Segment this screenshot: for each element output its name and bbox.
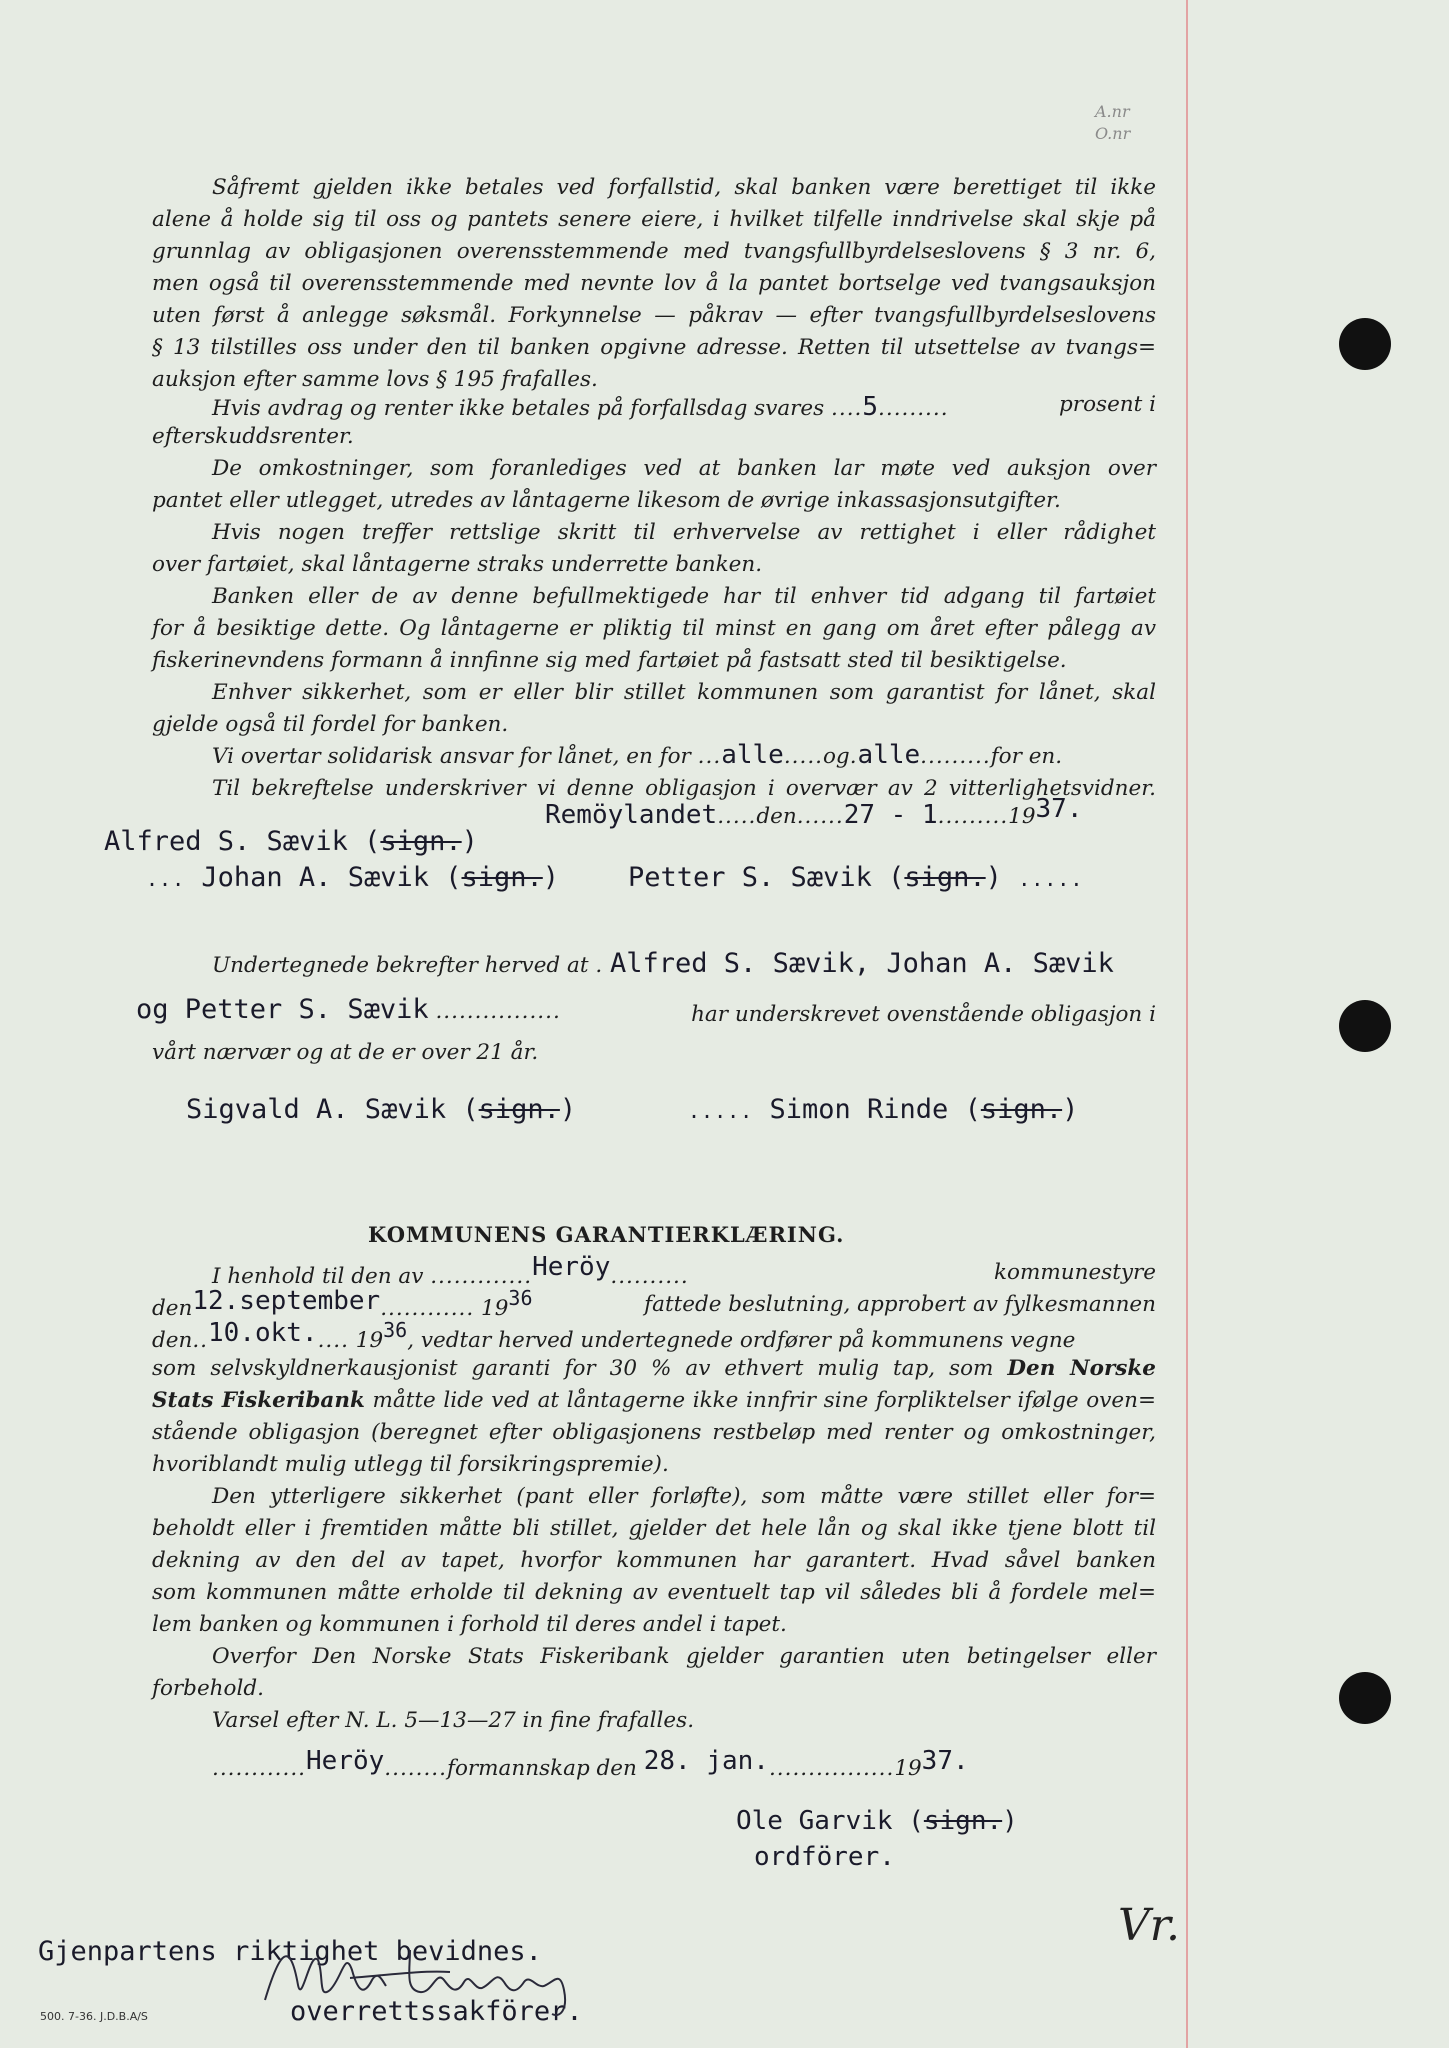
text-line: alene å holde sig til oss og pantets senere eiere, i hvilket tilfelle inndrivelse skal skje på xyxy=(152,207,1156,232)
text-fragment: Hvis avdrag og renter ikke betales på forfallsdag svares xyxy=(212,396,825,421)
borrower-signature-2: ... Johan A. Sævik (sign.) xyxy=(146,862,560,893)
witness-signature-1 xyxy=(186,1094,576,1125)
corner-mark: A.nr xyxy=(1095,102,1130,121)
text-fragment: Undertegnede bekrefter herved at xyxy=(212,953,589,978)
text-fragment: 19 xyxy=(894,1756,922,1781)
text-fragment: den xyxy=(152,1328,193,1353)
text-line: Hvis nogen treffer rettslige skritt til erhvervelse av rettighet i eller rådighet xyxy=(212,520,1156,545)
witness-statement-line1: Undertegnede bekrefter herved at . Alfred S. Sævik, Johan A. Sævik xyxy=(212,948,1114,979)
mayor-title: ordförer. xyxy=(754,1842,895,1872)
text-fragment: ( xyxy=(445,862,462,893)
punch-hole-bottom xyxy=(1339,1672,1391,1724)
text-line: grunnlag av obligasjonen overensstemmende med tvangsfullbyrdelseslovens § 3 nr. 6, xyxy=(152,239,1156,264)
text-fragment: og xyxy=(822,744,850,769)
text-fragment: ( xyxy=(888,862,905,893)
text-fragment: som selvskyldnerkausjonist garanti for 30 % av ethvert mulig tap, som xyxy=(152,1356,994,1381)
place-date-line: Remöylandet.....den......27 - 1.........1937. xyxy=(545,794,1083,830)
text-line: Overfor Den Norske Stats Fiskeribank gjelder garantien uten betingelser eller xyxy=(212,1644,1156,1669)
place: Remöylandet xyxy=(545,800,718,830)
interest-rate: 5 xyxy=(862,392,879,422)
text-fragment: , vedtar herved undertegnede ordfører på kommunens vegne xyxy=(407,1328,1076,1353)
solidarity-second: alle xyxy=(857,740,921,770)
guarantee-line2: den12.september............ 1936 fattede beslutning, approbert av fylkesmannen xyxy=(152,1286,1156,1321)
text-fragment: kommunestyre xyxy=(994,1260,1156,1285)
signer-name: Simon Rinde xyxy=(769,1094,949,1125)
witness-signature-2: ..... Simon Rinde (sign.) xyxy=(688,1094,1079,1125)
text-fragment: for en. xyxy=(990,744,1063,769)
text-fragment: 19 xyxy=(355,1328,384,1353)
sign-mark: sign. xyxy=(478,1094,560,1125)
text-line: men også til overensstemmende med nevnte lov å la pantet bortselge ved tvangsauksjon xyxy=(152,271,1156,296)
text-fragment: den xyxy=(756,804,797,829)
approval-year: 36 xyxy=(383,1318,408,1342)
text-fragment: måtte lide ved at låntagerne ikke innfrir sine forpliktelser ifølge oven= xyxy=(372,1388,1156,1413)
notice-line: Varsel efter N. L. 5—13—27 in fine frafalles. xyxy=(212,1708,695,1733)
council-date: 28. jan. xyxy=(643,1746,769,1776)
text-fragment: ( xyxy=(908,1806,924,1836)
guarantee-line5 xyxy=(152,1388,1156,1413)
text-fragment: Vi overtar solidarisk ansvar for lånet, en for xyxy=(212,744,691,769)
text-fragment: ( xyxy=(964,1094,981,1125)
sign-mark: sign. xyxy=(904,862,986,893)
text-line: De omkostninger, som foranlediges ved at banken lar møte ved auksjon over xyxy=(212,456,1156,481)
solidarity-line: Vi overtar solidarisk ansvar for lånet, en for ...alle.....og.alle.........for en. xyxy=(212,740,1063,770)
text-line: hvoriblandt mulig utlegg til forsikringspremie). xyxy=(152,1452,669,1477)
margin-line xyxy=(1186,0,1188,2048)
council-place: Heröy xyxy=(306,1746,385,1776)
text-line: uten først å anlegge søksmål. Forkynnelse — påkrav — efter tvangsfullbyrdelseslovens xyxy=(152,303,1156,328)
text-fragment: formannskap den xyxy=(446,1756,637,1781)
municipality: Heröy xyxy=(532,1252,611,1282)
witness-statement-line2: og Petter S. Sævik ................ har underskrevet ovenstående obligasjon i xyxy=(136,994,1156,1027)
lawyer-title: overrettssakförer. xyxy=(290,1996,583,2027)
signer-names: og Petter S. Sævik xyxy=(136,994,429,1025)
guarantee-heading: KOMMUNENS GARANTIERKLÆRING. xyxy=(368,1222,845,1247)
text-fragment: ) xyxy=(985,862,1002,893)
certification-line: Gjenpartens riktighet bevidnes. xyxy=(38,1936,542,1967)
year: 37. xyxy=(1035,794,1083,824)
guarantee-line4 xyxy=(152,1356,1156,1381)
text-fragment: ) xyxy=(559,1094,577,1125)
sign-mark: sign. xyxy=(380,826,462,857)
interest-line: Hvis avdrag og renter ikke betales på forfallsdag svares ....5......... prosent i xyxy=(212,392,1156,422)
bank-name: Den Norske xyxy=(1007,1356,1156,1381)
text-line: Enhver sikkerhet, som er eller blir stillet kommunen som garantist for lånet, skal xyxy=(212,680,1156,705)
text-fragment: ) xyxy=(1062,1094,1079,1125)
borrower-signature-3: Petter S. Sævik (sign.) ..... xyxy=(628,862,1084,893)
punch-hole-middle xyxy=(1339,1000,1391,1052)
text-line: fiskerinevndens formann å innfinne sig med fartøiet på fastsatt sted til besiktigelse. xyxy=(152,648,1067,673)
text-line: Til bekreftelse underskriver vi denne obligasjon i overvær av 2 vitterlighetsvidner. xyxy=(212,776,1156,801)
text-line: pantet eller utlegget, utredes av låntagerne likesom de øvrige inkassasjonsutgifter. xyxy=(152,488,1061,513)
council-year: 37. xyxy=(921,1746,969,1776)
corner-mark: O.nr xyxy=(1095,124,1131,143)
text-line: gjelde også til fordel for banken. xyxy=(152,712,509,737)
council-date-line: ............Heröy........formannskap den 28. jan.................1937. xyxy=(212,1746,969,1781)
signer-name: Alfred S. Sævik xyxy=(104,826,348,857)
signer-name: Johan A. Sævik xyxy=(201,862,429,893)
approval-date: 10.okt. xyxy=(208,1318,318,1348)
text-fragment: ( xyxy=(462,1094,479,1125)
text-line: over fartøiet, skal låntagerne straks underrette banken. xyxy=(152,552,763,577)
signer-names: Alfred S. Sævik, Johan A. Sævik xyxy=(610,948,1114,979)
text-line: som kommunen måtte erholde til dekning av eventuelt tap vil således bli å fordele mel= xyxy=(152,1580,1156,1605)
signer-name: Sigvald A. Sævik xyxy=(186,1094,447,1125)
signer-name: Petter S. Sævik xyxy=(628,862,872,893)
guarantee-line3: den..10.okt..... 1936, vedtar herved undertegnede ordfører på kommunens vegne xyxy=(152,1318,1076,1353)
text-fragment: I henhold til den av xyxy=(212,1264,424,1289)
text-fragment: ( xyxy=(364,826,381,857)
text-line: forbehold. xyxy=(152,1676,264,1701)
text-line: efterskuddsrenter. xyxy=(152,424,354,449)
text-line: lem banken og kommunen i forhold til deres andel i tapet. xyxy=(152,1612,787,1637)
punch-hole-top xyxy=(1339,318,1391,370)
text-fragment: fattede beslutning, approbert av fylkesmannen xyxy=(644,1292,1156,1317)
text-line: for å besiktige dette. Og låntagerne er pliktig til minst en gang om året efter pålegg av xyxy=(152,616,1156,641)
text-line: auksjon efter samme lovs § 195 frafalles. xyxy=(152,367,598,392)
bank-name: Stats Fiskeribank xyxy=(152,1388,365,1413)
decision-date: 12.september xyxy=(192,1286,381,1316)
sign-mark: sign. xyxy=(461,862,543,893)
text-fragment: 19 xyxy=(1008,804,1036,829)
text-line: Banken eller de av denne befullmektigede har til enhver tid adgang til fartøiet xyxy=(212,584,1156,609)
borrower-signature-1 xyxy=(104,826,478,857)
text-line: § 13 tilstilles oss under den til banken opgivne adresse. Retten til utsettelse av tvangs= xyxy=(152,335,1156,360)
text-fragment: har underskrevet ovenstående obligasjon i xyxy=(691,1002,1156,1027)
mayor-signature xyxy=(736,1806,1018,1836)
text-line: stående obligasjon (beregnet efter obligasjonens restbeløp med renter og omkostninger, xyxy=(152,1420,1156,1445)
text-fragment: ) xyxy=(542,862,560,893)
signer-name: Ole Garvik xyxy=(736,1806,893,1836)
text-line: vårt nærvær og at de er over 21 år. xyxy=(152,1040,539,1065)
text-fragment: ) xyxy=(461,826,478,857)
printer-mark: 500. 7-36. J.D.B.A/S xyxy=(40,2010,148,2023)
text-fragment: ) xyxy=(1002,1806,1018,1836)
text-fragment: 19 xyxy=(481,1296,509,1321)
sign-mark: sign. xyxy=(980,1094,1063,1125)
text-line: dekning av den del av tapet, hvorfor kommunen har garantert. Hvad såvel banken xyxy=(152,1548,1156,1573)
initials: Vr. xyxy=(1118,1900,1180,1951)
sign-mark: sign. xyxy=(923,1806,1003,1836)
decision-year: 36 xyxy=(508,1286,533,1310)
text-fragment: den xyxy=(152,1296,193,1321)
date: 27 - 1 xyxy=(843,800,938,830)
text-line: Såfremt gjelden ikke betales ved forfallstid, skal banken være berettiget til ikke xyxy=(212,175,1156,200)
handwritten-signature xyxy=(260,1930,590,2020)
text-fragment: prosent i xyxy=(1059,392,1156,417)
text-line: beholdt eller i fremtiden måtte bli stillet, gjelder det hele lån og skal ikke tjene blott til xyxy=(152,1516,1156,1541)
text-line: Den ytterligere sikkerhet (pant eller forløfte), som måtte være stillet eller for= xyxy=(212,1484,1156,1509)
solidarity-first: alle xyxy=(721,740,784,770)
guarantee-line1: I henhold til den av .............Heröy.......... kommunestyre xyxy=(212,1252,1156,1289)
